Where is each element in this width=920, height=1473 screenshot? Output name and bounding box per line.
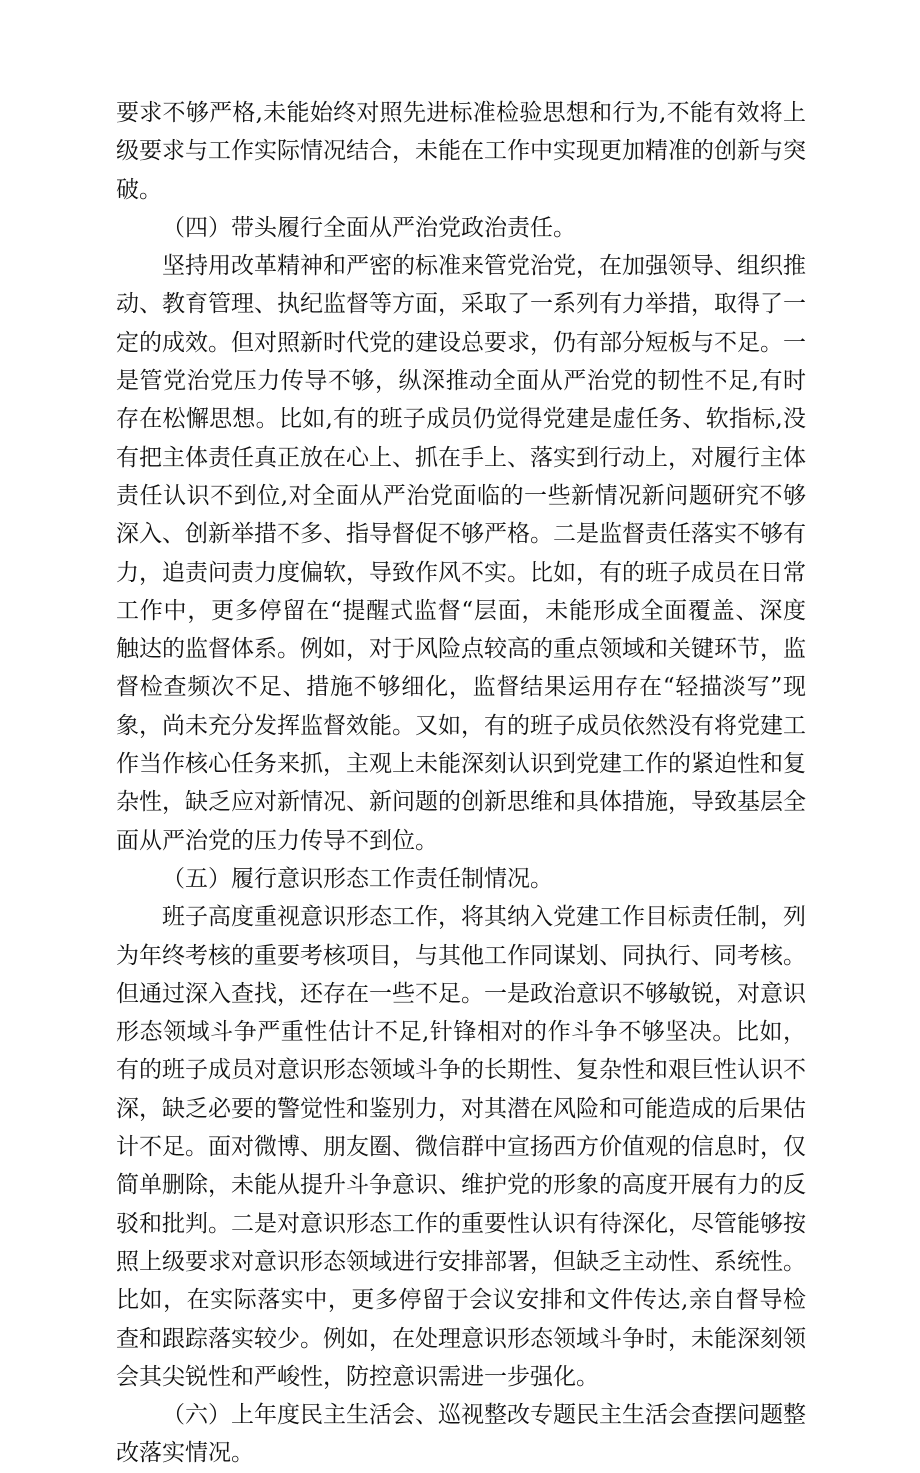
section-heading-4: （四）带头履行全面从严治党政治责任。 bbox=[162, 214, 576, 241]
document-body bbox=[116, 94, 806, 1473]
body-paragraph-section-5: 班子高度重视意识形态工作，将其纳入党建工作目标责任制，列为年终考核的重要考核项目，与其他工作同谋划、同执行、同考核。但通过深入查找，还存在一些不足。一是政治意识不够敏锐，对意识形态领域斗争严重性估计不足,针锋相对的作斗争不够坚决。比如，有的班子成员对意识形态领域斗争的长期性、复杂性和艰巨性认识不深，缺乏必要的警觉性和鉴别力，对其潜在风险和可能造成的后果估计不足。面对微博、朋友圈、微信群中宣扬西方价值观的信息时，仅简单删除，未能从提升斗争意识、维护党的形象的高度开展有力的反驳和批判。二是对意识形态工作的重要性认识有待深化，尽管能够按照上级要求对意识形态领域进行安排部署，但缺乏主动性、系统性。比如，在实际落实中，更多停留于会议安排和文件传达,亲自督导检查和跟踪落实较少。例如，在处理意识形态领域斗争时，未能深刻领会其尖锐性和严峻性，防控意识需进一步强化。 bbox=[116, 904, 806, 1390]
section-heading-6: （六）上年度民主生活会、巡视整改专题民主生活会查摆问题整改落实情况。 bbox=[116, 1402, 806, 1467]
body-paragraph-section-4: 坚持用改革精神和严密的标准来管党治党，在加强领导、组织推动、教育管理、执纪监督等方面，采取了一系列有力举措，取得了一定的成效。但对照新时代党的建设总要求，仍有部分短板与不足。一是管党治党压力传导不够，纵深推动全面从严治党的韧性不足,有时存在松懈思想。比如,有的班子成员仍觉得党建是虚任务、软指标,没有把主体责任真正放在心上、抓在手上、落实到行动上，对履行主体责任认识不到位,对全面从严治党面临的一些新情况新问题研究不够深入、创新举措不多、指导督促不够严格。二是监督责任落实不够有力，追责问责力度偏软，导致作风不实。比如，有的班子成员在日常工作中，更多停留在“提醒式监督“层面，未能形成全面覆盖、深度触达的监督体系。例如，对于风险点较高的重点领域和关键环节，监督检查频次不足、措施不够细化，监督结果运用存在“轻描淡写”现象，尚未充分发挥监督效能。又如，有的班子成员依然没有将党建工作当作核心任务来抓，主观上未能深刻认识到党建工作的紧迫性和复杂性，缺乏应对新情况、新问题的创新思维和具体措施，导致基层全面从严治党的压力传导不到位。 bbox=[116, 253, 806, 854]
section-heading-5: （五）履行意识形态工作责任制情况。 bbox=[162, 865, 553, 892]
body-paragraph-continuation: 要求不够严格,未能始终对照先进标准检验思想和行为,不能有效将上级要求与工作实际情况结合，未能在工作中实现更加精准的创新与突破。 bbox=[116, 100, 806, 203]
